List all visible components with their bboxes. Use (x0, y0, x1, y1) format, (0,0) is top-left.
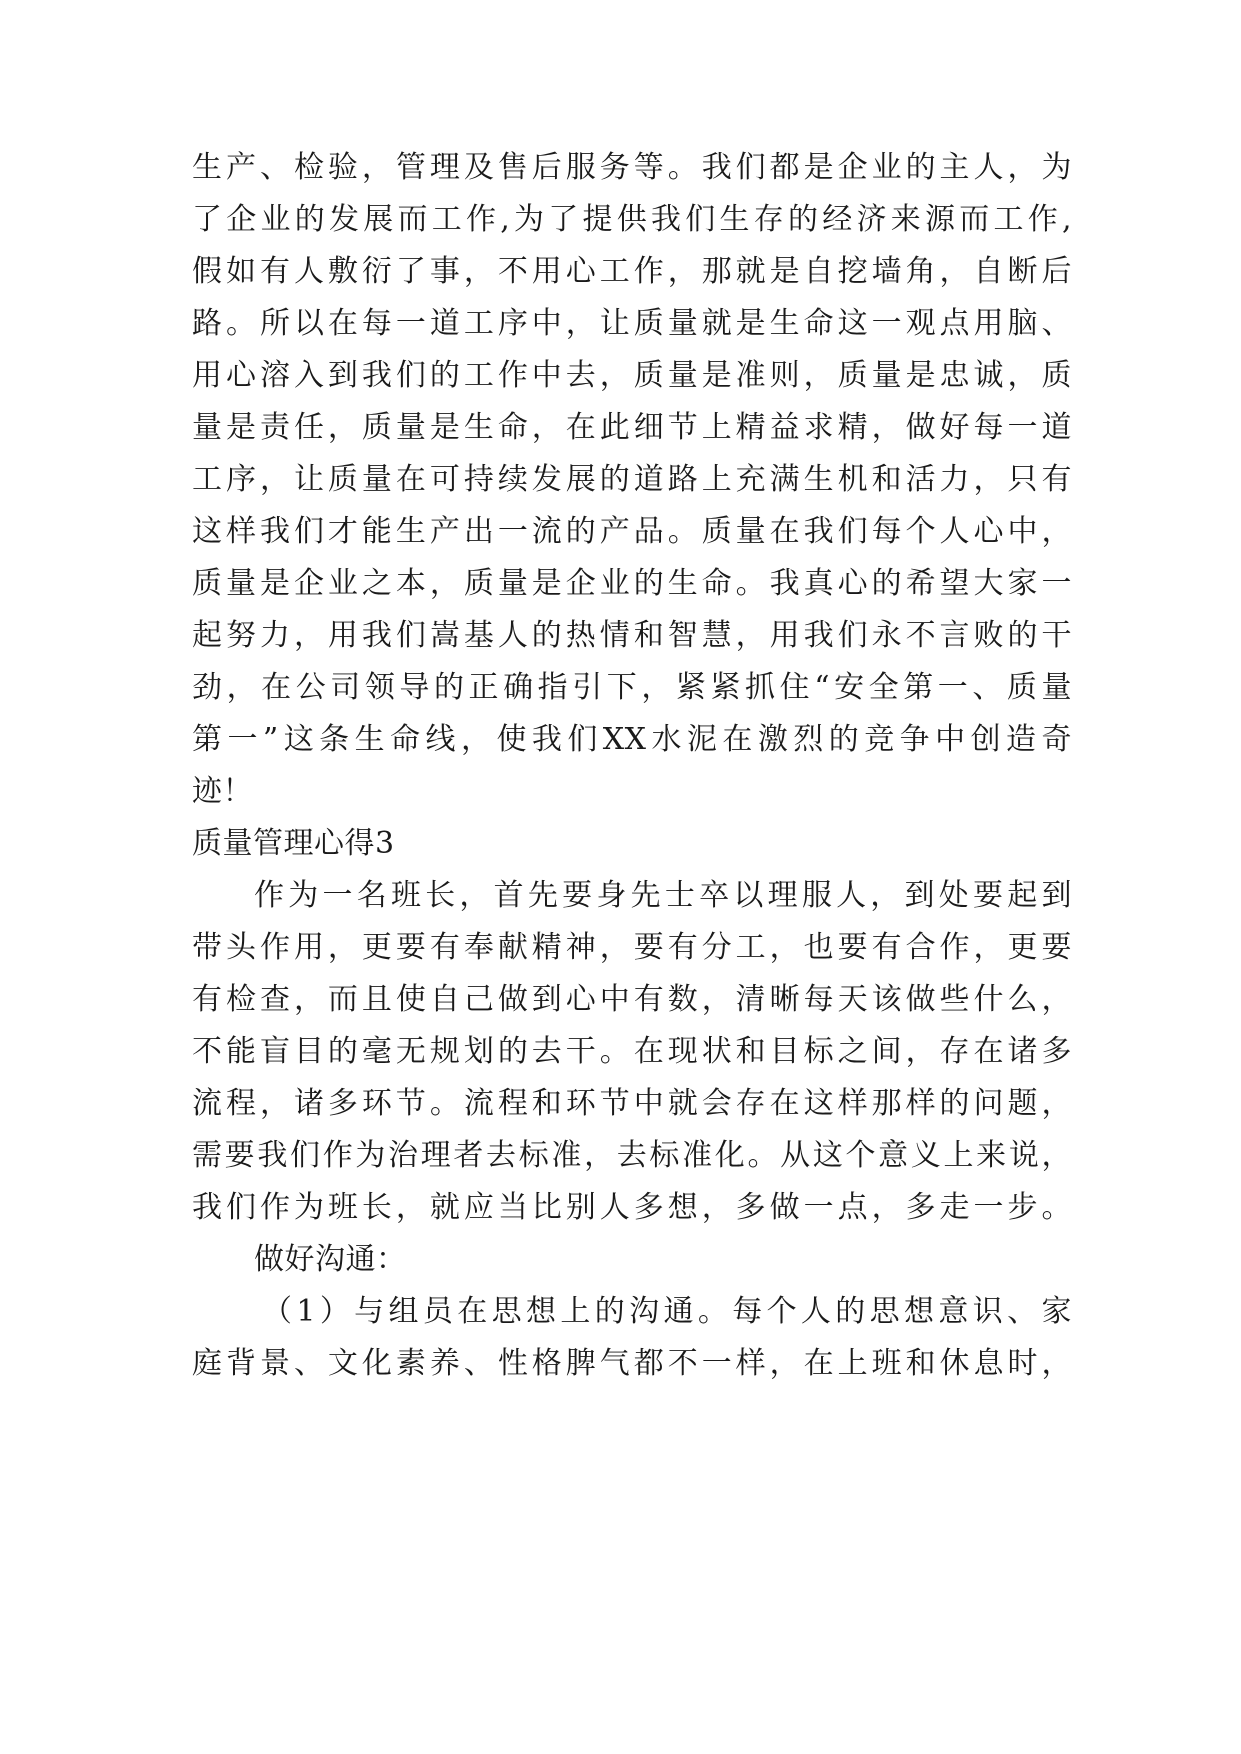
subheading-line: 做好沟通： (254, 1242, 407, 1277)
paragraph-line: 迹！ (192, 774, 253, 809)
paragraph-line: 作为一名班长，首先要身先士卒以理服人，到处要起到 (254, 878, 1072, 913)
section-heading: 质量管理心得3 (192, 826, 395, 861)
paragraph-line: 了企业的发展而工作,为了提供我们生存的经济来源而工作, (192, 202, 1072, 237)
paragraph-line: 路。所以在每一道工序中，让质量就是生命这一观点用脑、 (192, 306, 1072, 341)
paragraph-line: 假如有人敷衍了事，不用心工作，那就是自挖墙角，自断后 (192, 254, 1072, 289)
paragraph-line: 量是责任，质量是生命，在此细节上精益求精，做好每一道 (192, 410, 1072, 445)
paragraph-line: 流程，诸多环节。流程和环节中就会存在这样那样的问题， (192, 1086, 1072, 1121)
paragraph-line: 起努力，用我们嵩基人的热情和智慧，用我们永不言败的干 (192, 618, 1072, 653)
paragraph-line: 庭背景、文化素养、性格脾气都不一样，在上班和休息时， (192, 1346, 1072, 1381)
paragraph-line: 我们作为班长，就应当比别人多想，多做一点，多走一步。 (192, 1190, 1072, 1225)
paragraph-line: 质量是企业之本，质量是企业的生命。我真心的希望大家一 (192, 566, 1072, 601)
paragraph-line: 这样我们才能生产出一流的产品。质量在我们每个人心中， (192, 514, 1072, 549)
paragraph-line: 需要我们作为治理者去标准，去标准化。从这个意义上来说， (192, 1138, 1072, 1173)
paragraph-line: 带头作用，更要有奉献精神，要有分工，也要有合作，更要 (192, 930, 1072, 965)
paragraph-line: （1）与组员在思想上的沟通。每个人的思想意识、家 (262, 1294, 1072, 1329)
paragraph-line: 用心溶入到我们的工作中去，质量是准则，质量是忠诚，质 (192, 358, 1072, 393)
paragraph-line: 劲，在公司领导的正确指引下，紧紧抓住“安全第一、质量 (192, 670, 1072, 705)
paragraph-line: 第一”这条生命线，使我们XX水泥在激烈的竞争中创造奇 (192, 722, 1072, 757)
paragraph-line: 工序，让质量在可持续发展的道路上充满生机和活力，只有 (192, 462, 1072, 497)
paragraph-line: 有检查，而且使自己做到心中有数，清晰每天该做些什么， (192, 982, 1072, 1017)
paragraph-line: 生产、检验，管理及售后服务等。我们都是企业的主人，为 (192, 150, 1072, 185)
paragraph-line: 不能盲目的毫无规划的去干。在现状和目标之间，存在诸多 (192, 1034, 1072, 1069)
